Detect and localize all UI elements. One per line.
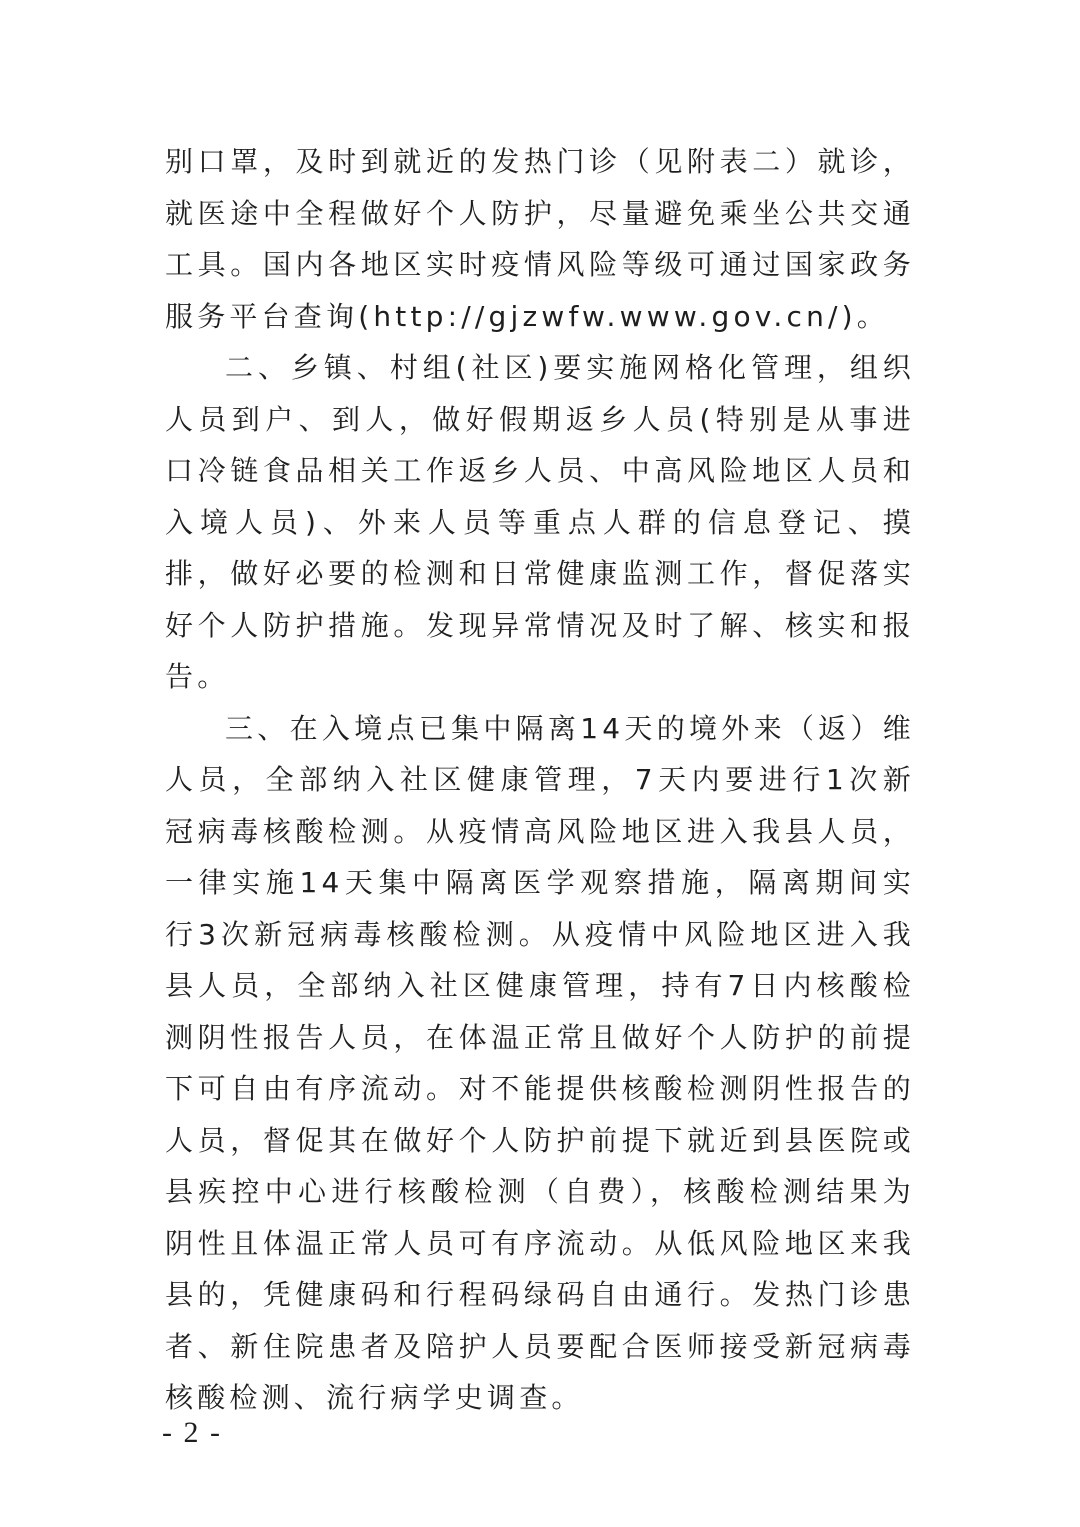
paragraph-continued: 别口罩，及时到就近的发热门诊（见附表二）就诊，就医途中全程做好个人防护，尽量避免乘坐公共交通工具。国内各地区实时疫情风险等级可通过国家政务服务平台查询(http://gjzwfw.www.gov.cn/)。 [165,145,915,333]
paragraph-section-three: 三、在入境点已集中隔离14天的境外来（返）维人员，全部纳入社区健康管理，7天内要进行1次新冠病毒核酸检测。从疫情高风险地区进入我县人员，一律实施14天集中隔离医学观察措施，隔离期间实行3次新冠病毒核酸检测。从疫情中风险地区进入我县人员，全部纳入社区健康管理，持有7日内核酸检测阴性报告人员，在体温正常且做好个人防护的前提下可自由有序流动。对不能提供核酸检测阴性报告的人员，督促其在做好个人防护前提下就近到县医院或县疾控中心进行核酸检测（自费），核酸检测结果为阴性且体温正常人员可有序流动。从低风险地区来我县的，凭健康码和行程码绿码自由通行。发热门诊患者、新住院患者及陪护人员要配合医师接受新冠病毒核酸检测、流行病学史调查。 [165,711,915,1414]
page-number: - 2 - [162,1416,222,1449]
document-body [165,136,915,1424]
paragraph-section-two: 二、乡镇、村组(社区)要实施网格化管理，组织人员到户、到人，做好假期返乡人员(特别是从事进口冷链食品相关工作返乡人员、中高风险地区人员和入境人员)、外来人员等重点人群的信息登记、摸排，做好必要的检测和日常健康监测工作，督促落实好个人防护措施。发现异常情况及时了解、核实和报告。 [165,351,915,693]
